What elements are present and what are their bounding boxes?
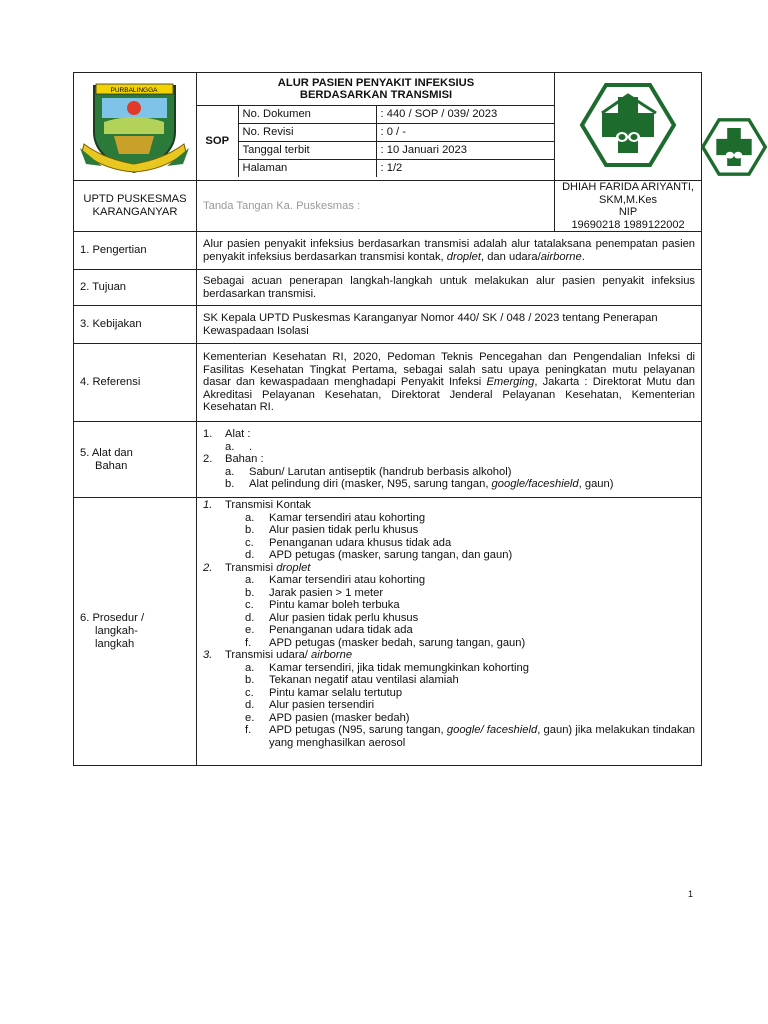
section-text-tujuan: Sebagai acuan penerapan langkah-langkah untuk melakukan alur pasien penyakit infeksius berdasarkan transmisi. xyxy=(197,270,702,306)
corner-puskesmas-logo xyxy=(700,116,768,182)
field-label-tanggal-terbit: Tanggal terbit xyxy=(238,142,376,160)
head-name: DHIAH FARIDA ARIYANTI, SKM,M.Kes xyxy=(562,181,694,206)
regency-emblem-icon xyxy=(74,74,195,180)
procedure-step: e. APD pasien (masker bedah) xyxy=(245,711,410,724)
procedure-step: d. Alur pasien tidak perlu khusus xyxy=(245,611,419,624)
procedure-step: c. Pintu kamar selalu tertutup xyxy=(245,686,403,699)
procedure-group-kontak: 1. Transmisi Kontak a. Kamar tersendiri atau kohorting b. Alur pasien tidak perlu khusus c. Penanganan udara khusus tidak ada d. APD petugas (masker, sarung tangan, dan gaun) xyxy=(203,499,695,562)
procedure-step: e. Penanganan udara tidak ada xyxy=(245,624,413,636)
logo-banner-text: PURBALINGGA xyxy=(110,86,158,94)
puskesmas-logo-cell xyxy=(555,73,702,181)
procedure-step: a. Kamar tersendiri, jika tidak memungkinkan kohorting xyxy=(245,661,529,674)
sop-table xyxy=(73,72,702,766)
procedure-step: d. APD petugas (masker, sarung tangan, dan gaun) xyxy=(245,549,513,561)
procedure-step: d. Alur pasien tersendiri xyxy=(245,699,375,711)
section-list-prosedur xyxy=(197,498,702,766)
section-label-referensi: 4. Referensi xyxy=(74,344,197,422)
section-label-prosedur: 6. Prosedur / langkah- langkah xyxy=(74,498,197,766)
signature-label: Tanda Tangan Ka. Puskesmas : xyxy=(197,181,555,232)
procedure-step: f. APD petugas (masker bedah, sarung tangan, gaun) xyxy=(245,636,526,649)
signatory-block xyxy=(555,181,702,232)
procedure-step: b. Jarak pasien > 1 meter xyxy=(245,586,384,599)
sop-label: SOP xyxy=(197,106,238,178)
procedure-step: a. Kamar tersendiri atau kohorting xyxy=(245,511,426,524)
field-value-no-dokumen: : 440 / SOP / 039/ 2023 xyxy=(376,106,555,124)
field-value-no-revisi: : 0 / - xyxy=(376,124,555,142)
title-line-1: ALUR PASIEN PENYAKIT INFEKSIUS xyxy=(277,77,475,89)
title-line-2: BERDASARKAN TRANSMISI xyxy=(299,89,453,101)
field-value-halaman: : 1/2 xyxy=(376,160,555,178)
section-label-alat-bahan: 5. Alat dan Bahan xyxy=(74,422,197,498)
procedure-step: c. Pintu kamar boleh terbuka xyxy=(245,599,400,611)
procedure-group-droplet: 2. Transmisi droplet a. Kamar tersendiri atau kohorting b. Jarak pasien > 1 meter c. Pintu kamar boleh terbuka d. Alur pasien tidak perlu khusus e. Penanganan udara tidak ada f. APD petugas (masker bedah, sarung tangan, gaun) xyxy=(203,562,695,650)
puskesmas-logo-small-icon xyxy=(700,116,768,178)
section-label-kebijakan: 3. Kebijakan xyxy=(74,306,197,344)
list-item: 2. Bahan : a. Sabun/ Larutan antiseptik (handrub berbasis alkohol) b. Alat pelindung diri (masker, N95, sarung tangan, google/faceshield, gaun) xyxy=(203,453,614,491)
procedure-step: f. APD petugas (N95, sarung tangan, google/ faceshield, gaun) jika melakukan tindakan yang menghasilkan aerosol xyxy=(245,724,696,749)
section-text-referensi: Kementerian Kesehatan RI, 2020, Pedoman Teknis Pencegahan dan Pengendalian Infeksi di Fasilitas Kesehatan Tingkat Pertama, sebagai salah satu upaya peningkatan mutu pelayanan dasar dan kewaspadaan menghadapi Penyakit Infeksi Emerging, Jakarta : Direktorat Mutu dan Akreditasi Pelayanan Kesehatan, Direktorat Jenderal Pelayanan Kesehatan, Kementerian Kesehatan RI. xyxy=(197,344,702,422)
procedure-step: b. Alur pasien tidak perlu khusus xyxy=(245,524,419,536)
nip-label: NIP xyxy=(618,206,638,218)
puskesmas-logo-icon xyxy=(578,81,678,169)
section-list-alat-bahan xyxy=(197,422,702,498)
procedure-step: a. Kamar tersendiri atau kohorting xyxy=(245,574,426,586)
field-value-tanggal-terbit: : 10 Januari 2023 xyxy=(376,142,555,160)
page-number: 1 xyxy=(688,889,694,899)
nip-number: 19690218 1989122002 xyxy=(571,218,685,231)
document-title xyxy=(197,73,555,106)
org-name: UPTD PUSKESMAS KARANGANYAR xyxy=(74,181,197,232)
section-text-pengertian: Alur pasien penyakit infeksius berdasarkan transmisi adalah alur tatalaksana penempatan pasien penyakit infeksius berdasarkan transmisi kontak, droplet, dan udara/airborne. xyxy=(197,232,702,270)
procedure-group-airborne: 3. Transmisi udara/ airborne a. Kamar tersendiri, jika tidak memungkinkan kohorting b. Tekanan negatif atau ventilasi alamiah c. Pintu kamar selalu tertutup d. Alur pasien tersendiri e. APD pasien (masker bedah) f. APD petugas (N95, sarung tangan, google/ faceshield, gaun) jika melakukan tindakan yang menghasilkan aerosol xyxy=(203,649,696,749)
list-item: 1. Alat : a. . xyxy=(203,428,253,453)
regency-logo-cell xyxy=(74,73,197,181)
procedure-step: b. Tekanan negatif atau ventilasi alamiah xyxy=(245,674,459,686)
field-label-no-dokumen: No. Dokumen xyxy=(238,106,376,124)
field-label-halaman: Halaman xyxy=(238,160,376,178)
section-label-pengertian: 1. Pengertian xyxy=(74,232,197,270)
section-label-tujuan: 2. Tujuan xyxy=(74,270,197,306)
field-label-no-revisi: No. Revisi xyxy=(238,124,376,142)
procedure-step: c. Penanganan udara khusus tidak ada xyxy=(245,536,452,549)
section-text-kebijakan: SK Kepala UPTD Puskesmas Karanganyar Nomor 440/ SK / 048 / 2023 tentang Penerapan Kewaspadaan Isolasi xyxy=(197,306,702,344)
